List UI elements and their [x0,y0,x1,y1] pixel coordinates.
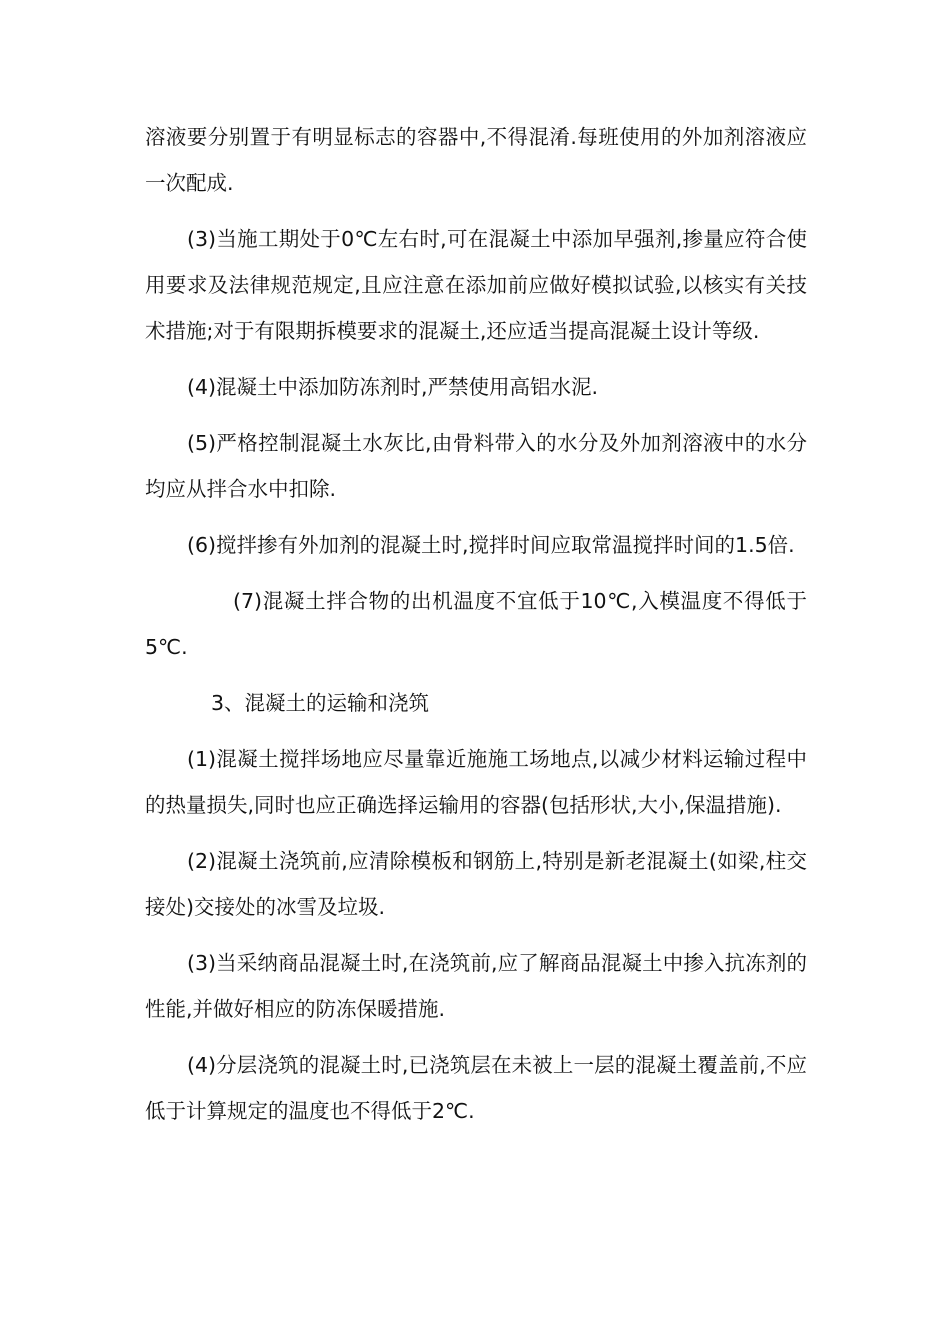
paragraph-clear-formwork: (2)混凝土浇筑前,应清除模板和钢筋上,特别是新老混凝土(如梁,柱交接处)交接处的冰雪及垃圾. [145,849,807,919]
paragraph-water-cement-ratio: (5)严格控制混凝土水灰比,由骨料带入的水分及外加剂溶液中的水分均应从拌合水中扣除. [145,431,807,501]
paragraph-mix-temperature: (7)混凝土拌合物的出机温度不宜低于10℃,入模温度不得低于5℃. [145,589,807,659]
paragraph-antifreeze: (4)混凝土中添加防冻剂时,严禁使用高铝水泥. [187,375,599,399]
paragraph-commercial-concrete: (3)当采纳商品混凝土时,在浇筑前,应了解商品混凝土中掺入抗冻剂的性能,并做好相应的防冻保暖措施. [145,951,807,1021]
paragraph-layered-pouring: (4)分层浇筑的混凝土时,已浇筑层在未被上一层的混凝土覆盖前,不应低于计算规定的温度也不得低于2℃. [145,1053,807,1123]
paragraph-early-strength-agent: (3)当施工期处于0℃左右时,可在混凝土中添加早强剂,掺量应符合使用要求及法律规范规定,且应注意在添加前应做好模拟试验,以核实有关技术措施;对于有限期拆模要求的混凝土,还应适当提高混凝土设计等级. [145,227,807,343]
paragraph-additive-solution: 溶液要分别置于有明显标志的容器中,不得混淆.每班使用的外加剂溶液应一次配成. [145,125,807,195]
section-heading-transport-pouring: 3、混凝土的运输和浇筑 [211,691,430,715]
paragraph-mixing-site: (1)混凝土搅拌场地应尽量靠近施施工场地点,以减少材料运输过程中的热量损失,同时也应正确选择运输用的容器(包括形状,大小,保温措施). [145,747,807,817]
paragraph-mixing-time: (6)搅拌掺有外加剂的混凝土时,搅拌时间应取常温搅拌时间的1.5倍. [187,533,795,557]
document-body [145,116,807,1144]
